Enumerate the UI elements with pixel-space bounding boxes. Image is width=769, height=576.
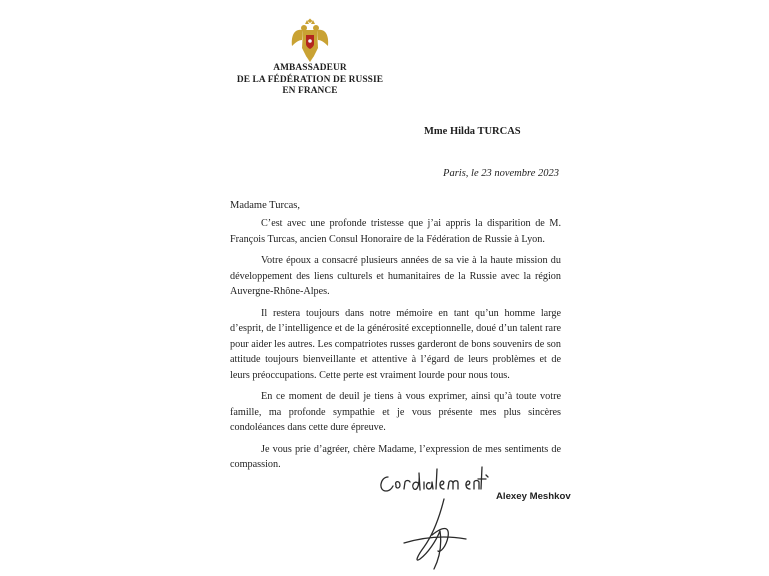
signer-name: Alexey Meshkov	[496, 491, 571, 502]
recipient: Mme Hilda TURCAS	[424, 126, 521, 137]
embassy-header	[205, 63, 415, 98]
handwritten-signature	[374, 455, 490, 573]
double-headed-eagle-emblem-icon	[288, 18, 332, 62]
body-paragraph: Votre époux a consacré plusieurs années de sa vie à la haute mission du développement des liens culturels et humanitaires de la Russie avec la région Auvergne-Rhône-Alpes.	[230, 255, 561, 297]
letter-body	[230, 216, 561, 479]
body-paragraph: En ce moment de deuil je tiens à vous exprimer, ainsi qu’à toute votre famille, ma profonde sympathie et je vous présente mes plus sincères condoléances dans cette dure épreuve.	[230, 391, 561, 433]
salutation: Madame Turcas,	[230, 200, 300, 211]
body-paragraph: Il restera toujours dans notre mémoire en tant qu’un homme large d’esprit, de l’intelligence et de la générosité exceptionnelle, doué d’un talent rare pour aider les autres. Les compatriotes russes garderont de bons souvenirs de son attitude toujours bienveillante et attentive à l’égard de leurs problèmes et de leurs préoccupations. Cette perte est vraiment lourde pour nous tous.	[230, 307, 561, 381]
body-paragraph: Je vous prie d’agréer, chère Madame, l’expression de mes sentiments de compassion.	[230, 443, 561, 470]
org-line: EN FRANCE	[282, 86, 338, 96]
body-paragraph: C’est avec une profonde tristesse que j’ai appris la disparition de M. François Turcas, ancien Consul Honoraire de la Fédération de Russie à Lyon.	[230, 218, 561, 245]
org-line: AMBASSADEUR	[273, 63, 347, 73]
letter-date: Paris, le 23 novembre 2023	[443, 168, 559, 179]
org-line: DE LA FÉDÉRATION DE RUSSIE	[236, 74, 384, 85]
